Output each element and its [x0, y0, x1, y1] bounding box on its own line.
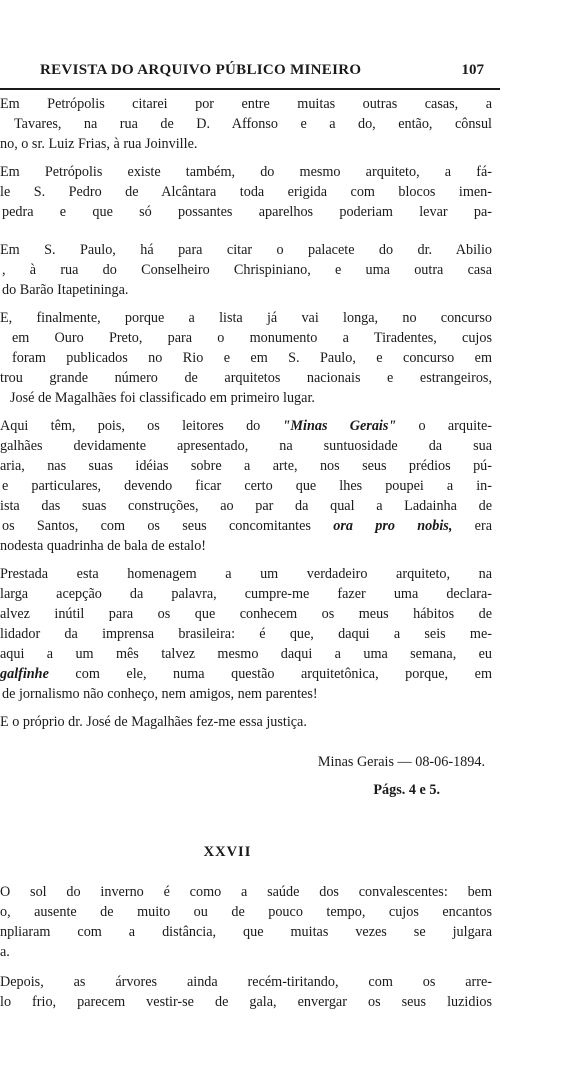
text-line: aqui a um mês talvez mesmo daqui a uma semana, eu [0, 646, 492, 662]
text-line: em Ouro Preto, para o monumento a Tiradentes, cujos [12, 330, 492, 346]
text-line [2, 516, 492, 536]
text-line: npliaram com a distância, que muitas vezes se julgara [0, 924, 492, 940]
section-heading: XXVII [203, 844, 252, 860]
text-line: José de Magalhães foi classificado em primeiro lugar. [10, 390, 315, 406]
text-line: trou grande número de arquitetos nacionais e estrangeiros, [0, 370, 492, 386]
running-header [0, 60, 500, 90]
text-line: Em Petrópolis existe também, do mesmo arquiteto, a fá- [0, 164, 492, 180]
text-line: a. [0, 944, 10, 960]
page-number: 107 [461, 62, 484, 78]
text-line: Tavares, na rua de D. Affonso e a do, então, cônsul [14, 116, 492, 132]
italic-word: galfinhe [0, 666, 49, 682]
text-line: le S. Pedro de Alcântara toda erigida com blocos imen- [0, 184, 492, 200]
text-line: o, ausente de muito ou de pouco tempo, cujos encantos [0, 904, 492, 920]
text-line: alvez inútil para os que conhecem os meus hábitos de [0, 606, 492, 622]
journal-title: REVISTA DO ARQUIVO PÚBLICO MINEIRO [40, 62, 362, 78]
source-citation: Minas Gerais — 08-06-1894. [317, 754, 485, 770]
text-line: Prestada esta homenagem a um verdadeiro arquiteto, na [0, 566, 492, 582]
text-line: larga acepção da palavra, cumpre-me fazer uma declara- [0, 586, 492, 602]
text-line: Em S. Paulo, há para citar o palacete do dr. Abilio [0, 242, 492, 258]
text-run: os Santos, com os seus concomitantes [2, 518, 334, 534]
text-run: o arquite- [396, 418, 492, 434]
text-line: lo frio, parecem vestir-se de gala, envergar os seus luzidios [0, 994, 492, 1010]
text-line: lidador da imprensa brasileira: é que, daqui a seis me- [0, 626, 492, 642]
text-line: E o próprio dr. José de Magalhães fez-me essa justiça. [0, 714, 307, 730]
latin-phrase: ora pro nobis, [333, 518, 453, 534]
newspaper-title: "Minas Gerais" [282, 418, 397, 434]
text-line: , à rua do Conselheiro Chrispiniano, e uma outra casa [2, 262, 492, 278]
text-line: ista das suas construções, ao par da qual a Ladainha de [0, 498, 492, 514]
text-line [0, 664, 492, 684]
text-line: pedra e que só possantes aparelhos poderiam levar pa- [2, 204, 492, 220]
text-line: no, o sr. Luiz Frias, à rua Joinville. [0, 136, 198, 152]
text-line: galhães devidamente apresentado, na suntuosidade da sua [0, 438, 492, 454]
text-line: de jornalismo não conheço, nem amigos, nem parentes! [2, 686, 318, 702]
text-run: com ele, numa questão arquitetônica, porque, em [48, 666, 492, 682]
text-line: foram publicados no Rio e em S. Paulo, e concurso em [12, 350, 492, 366]
text-line: nodesta quadrinha de bala de estalo! [0, 538, 207, 554]
text-line: aria, nas suas idéias sobre a arte, nos seus prédios pú- [0, 458, 492, 474]
text-line: O sol do inverno é como a saúde dos convalescentes: bem [0, 884, 492, 900]
page-citation: Págs. 4 e 5. [373, 782, 440, 798]
text-line: do Barão Itapetininga. [2, 282, 129, 298]
text-line [0, 416, 492, 436]
text-line: E, finalmente, porque a lista já vai longa, no concurso [0, 310, 492, 326]
text-line: Depois, as árvores ainda recém-tiritando, com os arre- [0, 974, 492, 990]
text-run: Aqui têm, pois, os leitores do [0, 418, 283, 434]
text-line: e particulares, devendo ficar certo que lhes poupei a in- [2, 478, 492, 494]
text-run: era [452, 518, 492, 534]
text-line: Em Petrópolis citarei por entre muitas outras casas, a [0, 96, 492, 112]
